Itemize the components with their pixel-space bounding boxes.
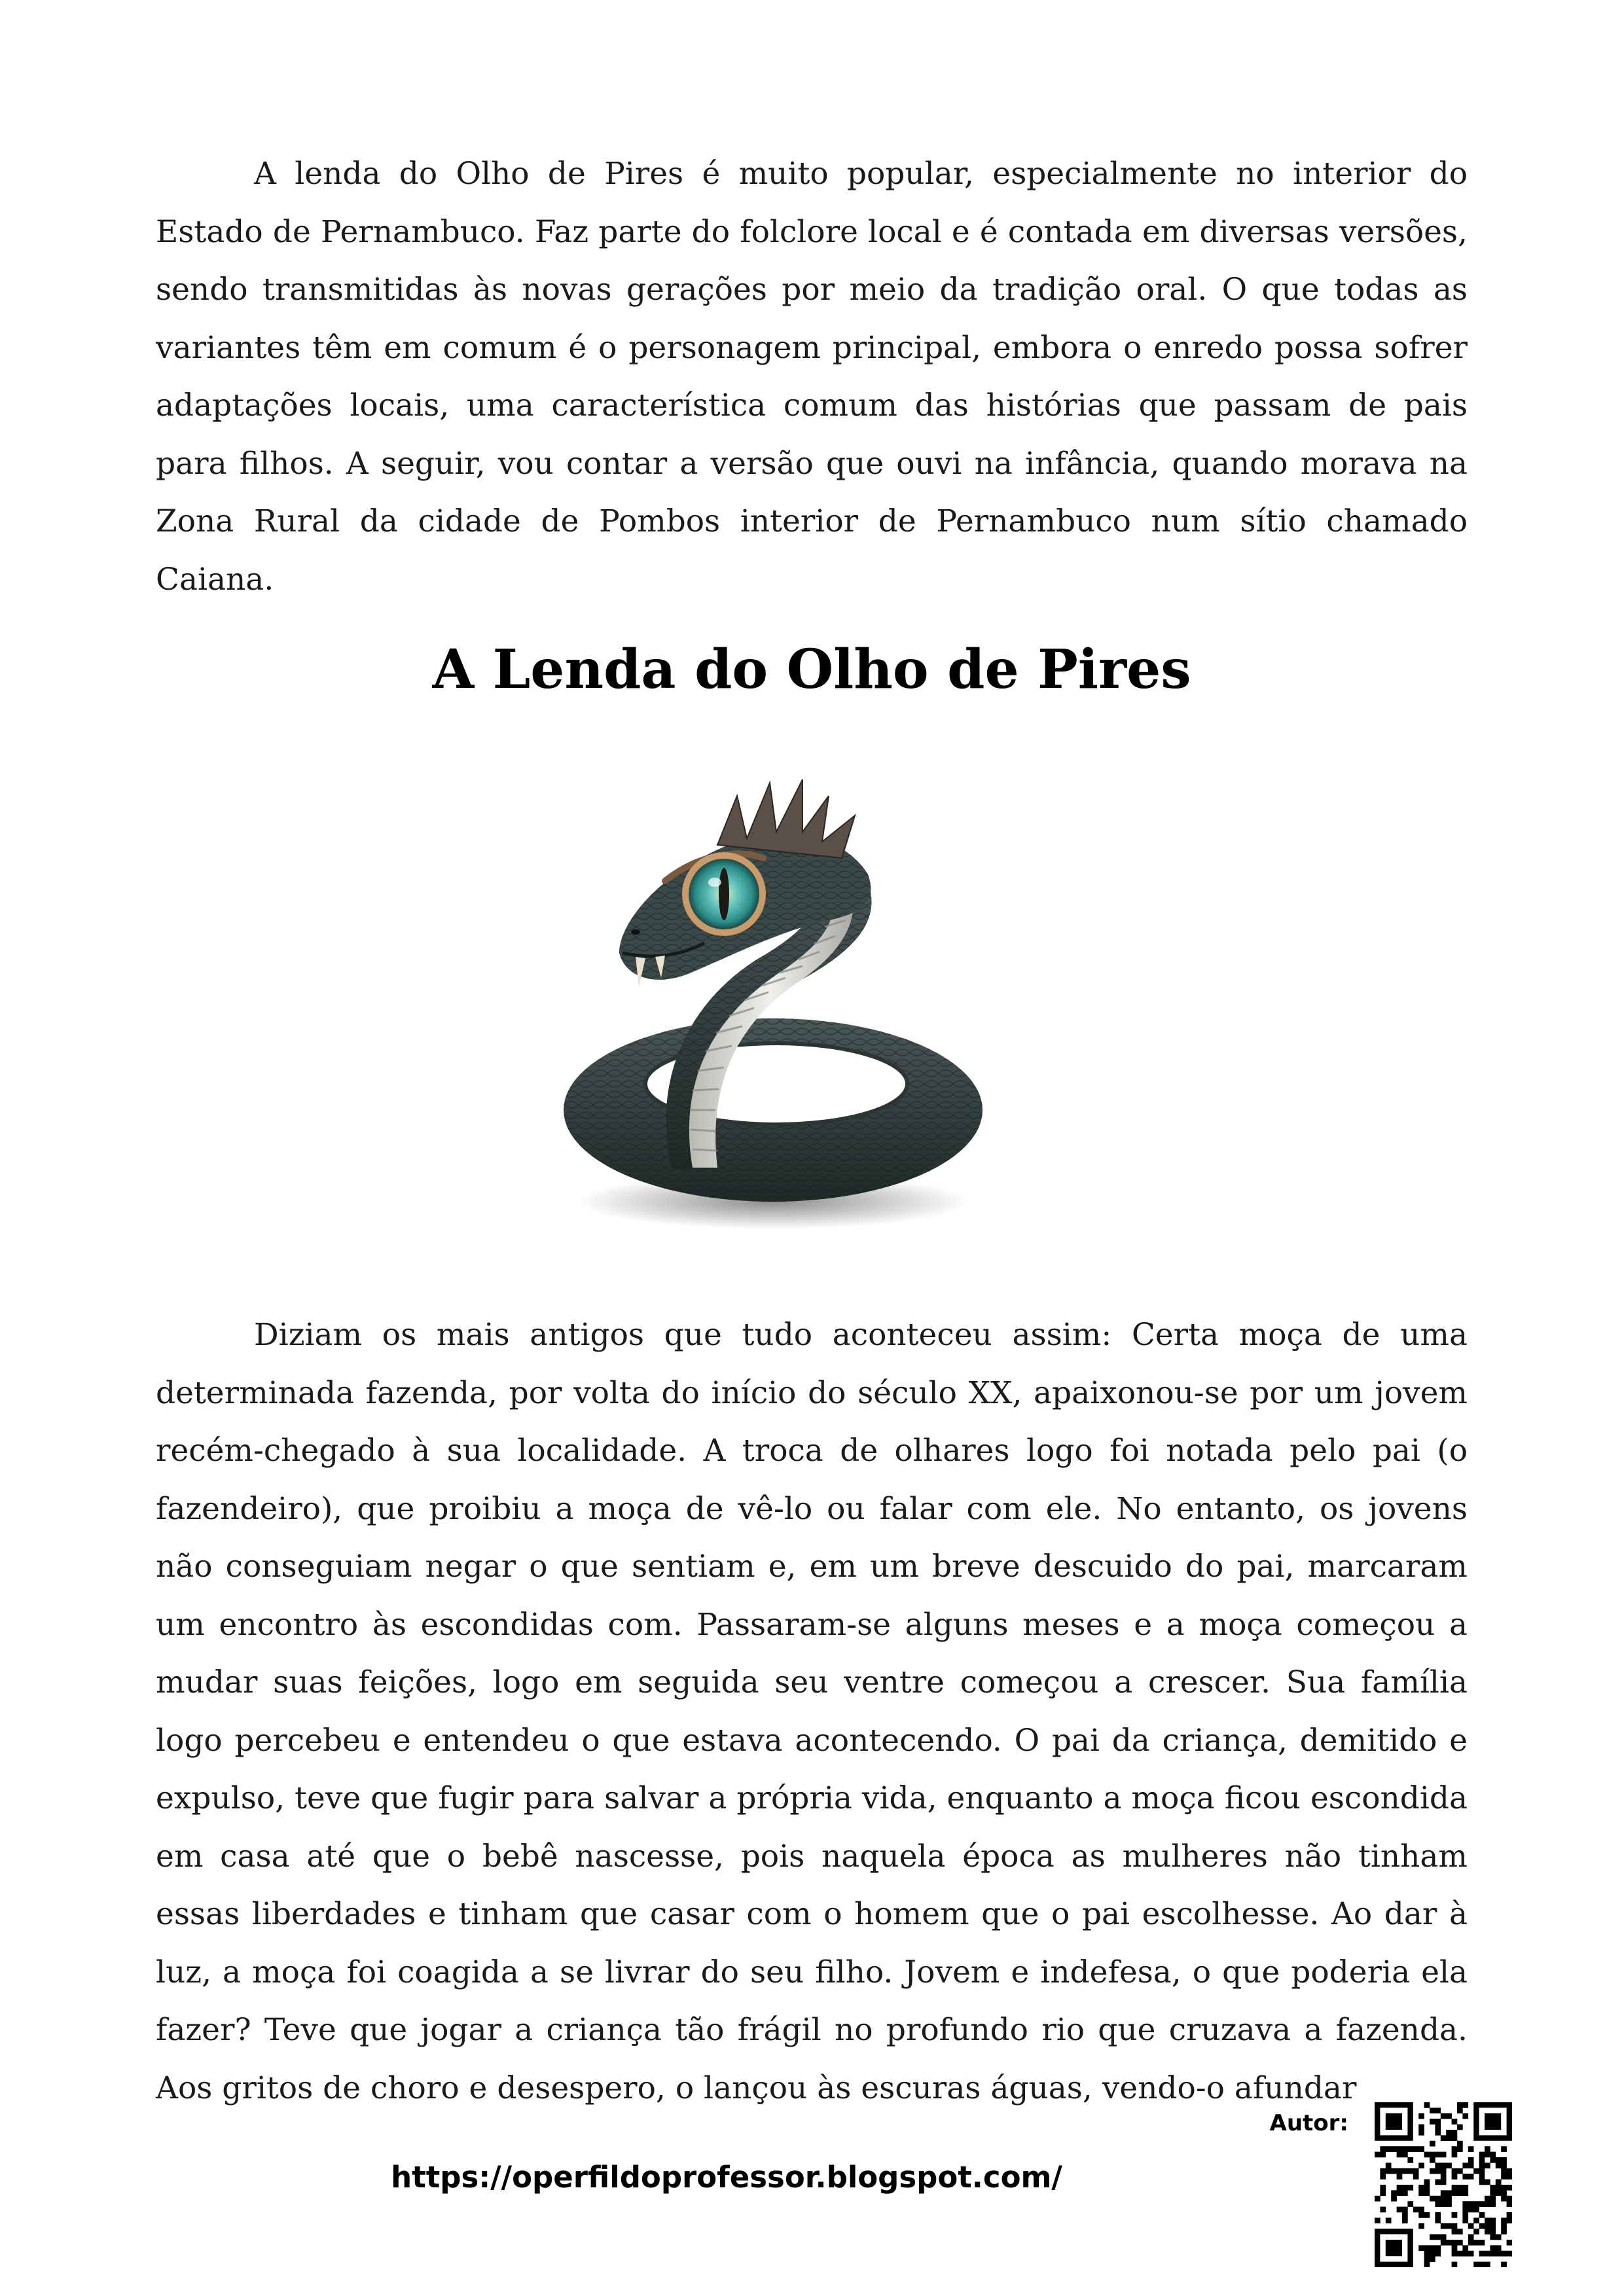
page-title: A Lenda do Olho de Pires	[432, 638, 1191, 701]
qr-code-icon[interactable]	[1375, 2102, 1512, 2267]
serpent-illustration	[521, 744, 1025, 1247]
intro-paragraph: A lenda do Olho de Pires é muito popular, especialmente no interior do Estado de Pernambuco. Faz parte do folclore local e é contada em diversas versões, sendo transmitidas às novas gerações por meio da tradição oral. O que todas as variantes têm em comum é o personagem principal, embora o enredo possa sofrer adaptações locais, uma característica comum das histórias que passam de pais para filhos. A seguir, vou contar a versão que ouvi na infância, quando morava na Zona Rural da cidade de Pombos interior de Pernambuco num sítio chamado Caiana.	[156, 156, 1468, 598]
author-label: Autor:	[1269, 2110, 1348, 2136]
story-paragraph: Diziam os mais antigos que tudo aconteceu assim: Certa moça de uma determinada fazenda, por volta do início do século XX, apaixonou-se por um jovem recém-chegado à sua localidade. A troca de olhares logo foi notada pelo pai (o fazendeiro), que proibiu a moça de vê-lo ou falar com ele. No entanto, os jovens não conseguiam negar o que sentiam e, em um breve descuido do pai, marcaram um encontro às escondidas com. Passaram-se alguns meses e a moça começou a mudar suas feições, logo em seguida seu ventre começou a crescer. Sua família logo percebeu e entendeu o que estava acontecendo. O pai da criança, demitido e expulso, teve que fugir para salvar a própria vida, enquanto a moça ficou escondida em casa até que o bebê nascesse, pois naquela época as mulheres não tinham essas liberdades e tinham que casar com o homem que o pai escolhesse. Ao dar à luz, a moça foi coagida a se livrar do seu filho. Jovem e indefesa, o que poderia ela fazer? Teve que jogar a criança tão frágil no profundo rio que cruzava a fazenda. Aos gritos de choro e desespero, o lançou às escuras águas, vendo-o afundar	[156, 1317, 1468, 2106]
serpent-coil	[564, 1018, 983, 1202]
blog-url-link[interactable]: https://operfildoprofessor.blogspot.com/	[391, 2160, 1062, 2195]
